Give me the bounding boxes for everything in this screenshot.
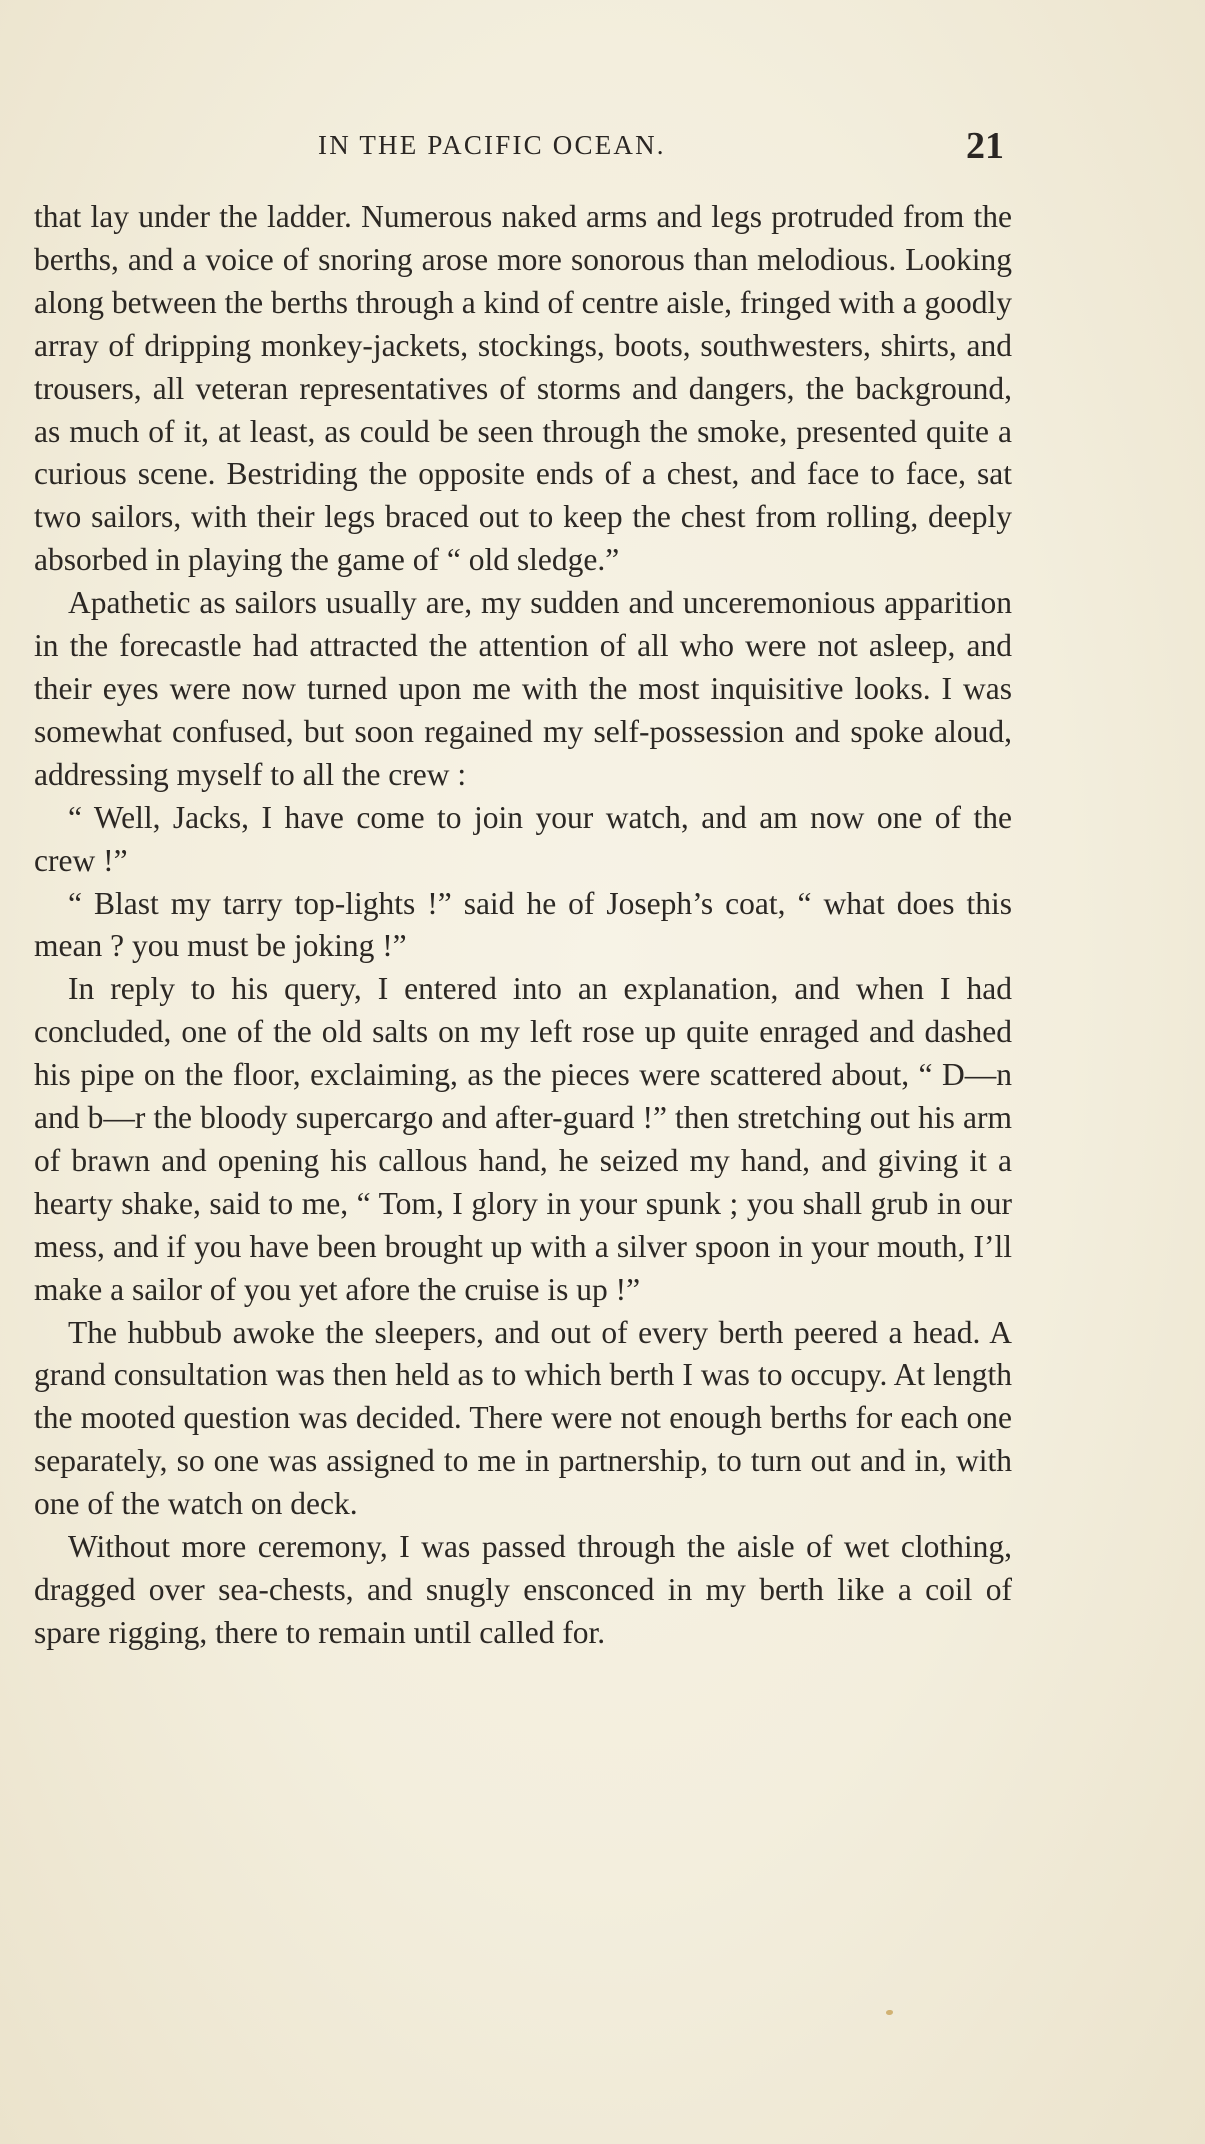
paragraph: “ Blast my tarry top-lights !” said he of Joseph’s coat, “ what does this mean ? you must be joking !” (34, 885, 1012, 964)
paragraph: “ Well, Jacks, I have come to join your watch, and am now one of the crew !” (34, 799, 1012, 878)
body-text (34, 196, 1012, 1655)
page-number: 21 (966, 125, 1004, 167)
page-header (0, 124, 1205, 168)
paragraph: The hubbub awoke the sleepers, and out of every berth peered a head. A grand consultation was then held as to which berth I was to occupy. At length the mooted question was decided. There were not enough berths for each one separately, so one was assigned to me in partnership, to turn out and in, with one of the watch on deck. (34, 1314, 1012, 1522)
paragraph: Apathetic as sailors usually are, my sudden and unceremonious apparition in the forecastle had attracted the attention of all who were not asleep, and their eyes were now turned upon me with the most inquisitive looks. I was somewhat confused, but soon regained my self-possession and spoke aloud, addressing myself to all the crew : (34, 585, 1012, 792)
paragraph: Without more ceremony, I was passed through the aisle of wet clothing, dragged over sea-chests, and snugly ensconced in my berth like a coil of spare rigging, there to remain until called for. (34, 1529, 1012, 1650)
paragraph: that lay under the ladder. Numerous naked arms and legs protruded from the berths, and a voice of snoring arose more sonorous than melodious. Looking along between the berths through a kind of centre aisle, fringed with a goodly array of dripping monkey-jackets, stockings, boots, southwesters, shirts, and trousers, all veteran representatives of storms and dangers, the background, as much of it, at least, as could be seen through the smoke, presented quite a curious scene. Bestriding the opposite ends of a chest, and face to face, sat two sailors, with their legs braced out to keep the chest from rolling, deeply absorbed in playing the game of “ old sledge.” (34, 199, 1012, 578)
running-title: IN THE PACIFIC OCEAN. (318, 130, 666, 160)
paper-speck (886, 2010, 893, 2015)
paragraph: In reply to his query, I entered into an explanation, and when I had concluded, one of the old salts on my left rose up quite enraged and dashed his pipe on the floor, exclaiming, as the pieces were scattered about, “ D—n and b—r the bloody supercargo and after-guard !” then stretching out his arm of brawn and opening his callous hand, he seized my hand, and giving it a hearty shake, said to me, “ Tom, I glory in your spunk ; you shall grub in our mess, and if you have been brought up with a silver spoon in your mouth, I’ll make a sailor of you yet afore the cruise is up !” (34, 971, 1012, 1307)
